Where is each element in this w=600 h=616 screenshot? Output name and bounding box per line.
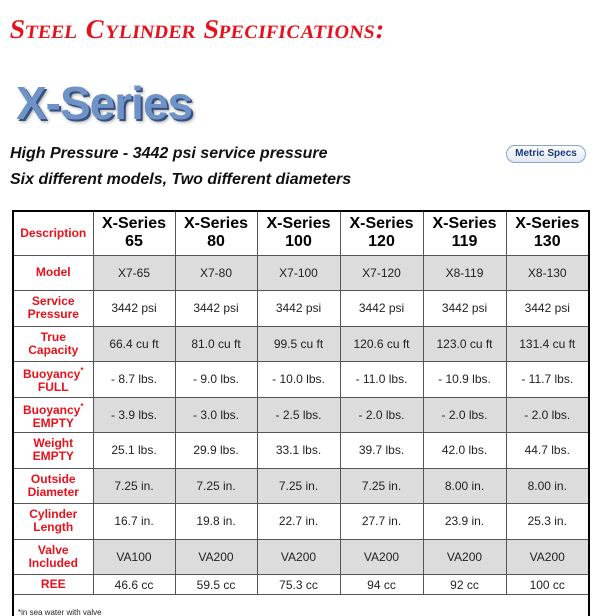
table-row (13, 397, 589, 433)
model-header-line1: X-Series (183, 215, 249, 233)
table-cell: - 10.0 lbs. (257, 362, 340, 398)
table-cell: 3442 psi (93, 291, 175, 327)
table-cell: 25.3 in. (506, 504, 589, 540)
row-label (13, 539, 93, 575)
table-cell: 131.4 cu ft (506, 326, 589, 362)
row-label-line1: Model (35, 265, 71, 280)
table-cell: - 3.0 lbs. (175, 397, 257, 433)
row-label (13, 433, 93, 469)
table-cell: X7-120 (340, 255, 423, 291)
row-label (13, 468, 93, 504)
model-column-header (257, 211, 340, 255)
table-body (13, 255, 589, 616)
table-cell: 25.1 lbs. (93, 433, 175, 469)
subtitle-pressure: High Pressure - 3442 psi service pressure (10, 145, 328, 162)
model-header-line2: 100 (285, 233, 312, 251)
row-label (13, 504, 93, 540)
table-cell: X7-100 (257, 255, 340, 291)
footnote: *in sea water with valve (13, 595, 589, 616)
row-label (13, 362, 93, 398)
page-title: Steel Cylinder Specifications: (7, 14, 388, 44)
table-cell: VA200 (340, 539, 423, 575)
row-label-line1: Buoyancy (23, 367, 81, 382)
model-header-line1: X-Series (515, 215, 580, 233)
table-cell: 66.4 cu ft (93, 326, 175, 362)
table-cell: VA200 (423, 539, 506, 575)
row-label-line1: Outside (30, 471, 76, 486)
model-column-header (423, 211, 506, 255)
table-cell: 59.5 cc (175, 575, 257, 595)
table-row (13, 291, 589, 327)
model-column-header (175, 211, 257, 255)
row-label-line1: Buoyancy (23, 402, 81, 417)
table-cell: 3442 psi (257, 291, 340, 327)
table-cell: - 3.9 lbs. (93, 397, 175, 433)
table-cell: 92 cc (423, 575, 506, 595)
table-cell: 7.25 in. (93, 468, 175, 504)
model-column-header (340, 211, 423, 255)
table-cell: - 2.0 lbs. (506, 397, 589, 433)
model-header-line2: 65 (125, 233, 143, 251)
table-cell: 120.6 cu ft (340, 326, 423, 362)
table-cell: 39.7 lbs. (340, 433, 423, 469)
table-cell: VA200 (506, 539, 589, 575)
table-cell: 46.6 cc (93, 575, 175, 595)
table-cell: 99.5 cu ft (257, 326, 340, 362)
table-cell: 27.7 in. (340, 504, 423, 540)
model-header-line1: X-Series (266, 215, 331, 233)
table-cell: 44.7 lbs. (506, 433, 589, 469)
table-cell: - 8.7 lbs. (93, 362, 175, 398)
row-label-line1: True (40, 329, 66, 344)
model-header-line1: X-Series (101, 215, 167, 233)
table-cell: - 2.0 lbs. (423, 397, 506, 433)
table-row (13, 362, 589, 398)
model-header-line2: 120 (368, 233, 395, 251)
row-label-line1: Valve (37, 542, 69, 557)
model-column-header (506, 211, 589, 255)
table-row (13, 433, 589, 469)
row-label (13, 575, 93, 595)
row-label-line1: REE (40, 577, 66, 591)
table-cell: - 2.0 lbs. (340, 397, 423, 433)
table-cell: X7-80 (175, 255, 257, 291)
row-label-line2: EMPTY (32, 449, 74, 464)
model-header-line1: X-Series (432, 215, 497, 233)
row-label-line1: Service (31, 294, 75, 309)
table-cell: VA200 (175, 539, 257, 575)
model-header-line2: 119 (451, 233, 478, 251)
table-cell: 7.25 in. (257, 468, 340, 504)
table-cell: 123.0 cu ft (423, 326, 506, 362)
row-label-line2: Pressure (27, 307, 79, 322)
footnote-mark: * (80, 401, 84, 411)
row-label-line2: FULL (37, 380, 69, 395)
row-label-line2: EMPTY (32, 415, 74, 430)
table-cell: - 11.0 lbs. (340, 362, 423, 398)
table-cell: 29.9 lbs. (175, 433, 257, 469)
model-header-line1: X-Series (349, 215, 414, 233)
table-cell: 23.9 in. (423, 504, 506, 540)
x-series-logo: X-Series (16, 77, 193, 129)
table-cell: 94 cc (340, 575, 423, 595)
row-label (13, 255, 93, 291)
table-cell: 7.25 in. (340, 468, 423, 504)
table-cell: 3442 psi (175, 291, 257, 327)
table-cell: 42.0 lbs. (423, 433, 506, 469)
table-cell: 3442 psi (423, 291, 506, 327)
metric-specs-button[interactable]: Metric Specs (506, 145, 586, 163)
table-cell: 22.7 in. (257, 504, 340, 540)
table-cell: X8-130 (506, 255, 589, 291)
footnote-row (13, 595, 589, 616)
table-cell: 3442 psi (506, 291, 589, 327)
row-label-line1: Weight (33, 436, 74, 451)
table-cell: 8.00 in. (506, 468, 589, 504)
footnote-mark: * (80, 366, 84, 376)
table-cell: - 9.0 lbs. (175, 362, 257, 398)
row-label-line2: Included (28, 555, 78, 570)
table-row (13, 504, 589, 540)
table-cell: 100 cc (506, 575, 589, 595)
table-row (13, 575, 589, 595)
table-cell: - 2.5 lbs. (257, 397, 340, 433)
table-row (13, 468, 589, 504)
model-header-line2: 80 (207, 233, 225, 251)
table-cell: - 11.7 lbs. (506, 362, 589, 398)
model-column-header (93, 211, 175, 255)
table-cell: VA100 (93, 539, 175, 575)
table-cell: 33.1 lbs. (257, 433, 340, 469)
row-label-line1: Cylinder (29, 507, 78, 522)
row-label-line2: Diameter (27, 484, 79, 499)
table-cell: X8-119 (423, 255, 506, 291)
row-label (13, 291, 93, 327)
model-header-line2: 130 (533, 233, 561, 251)
table-row (13, 255, 589, 291)
table-cell: 81.0 cu ft (175, 326, 257, 362)
spec-table (12, 210, 590, 616)
table-cell: 19.8 in. (175, 504, 257, 540)
table-cell: VA200 (257, 539, 340, 575)
table-cell: X7-65 (93, 255, 175, 291)
description-header: Description (13, 211, 93, 255)
table-row (13, 326, 589, 362)
row-label (13, 397, 93, 433)
table-header-row (13, 211, 589, 255)
table-cell: 16.7 in. (93, 504, 175, 540)
subtitle-models: Six different models, Two different diameters (10, 171, 352, 188)
row-label-line2: Capacity (28, 342, 79, 357)
row-label-line2: Length (33, 520, 74, 535)
table-row (13, 539, 589, 575)
table-cell: - 10.9 lbs. (423, 362, 506, 398)
row-label (13, 326, 93, 362)
table-cell: 3442 psi (340, 291, 423, 327)
table-cell: 8.00 in. (423, 468, 506, 504)
table-cell: 75.3 cc (257, 575, 340, 595)
table-cell: 7.25 in. (175, 468, 257, 504)
